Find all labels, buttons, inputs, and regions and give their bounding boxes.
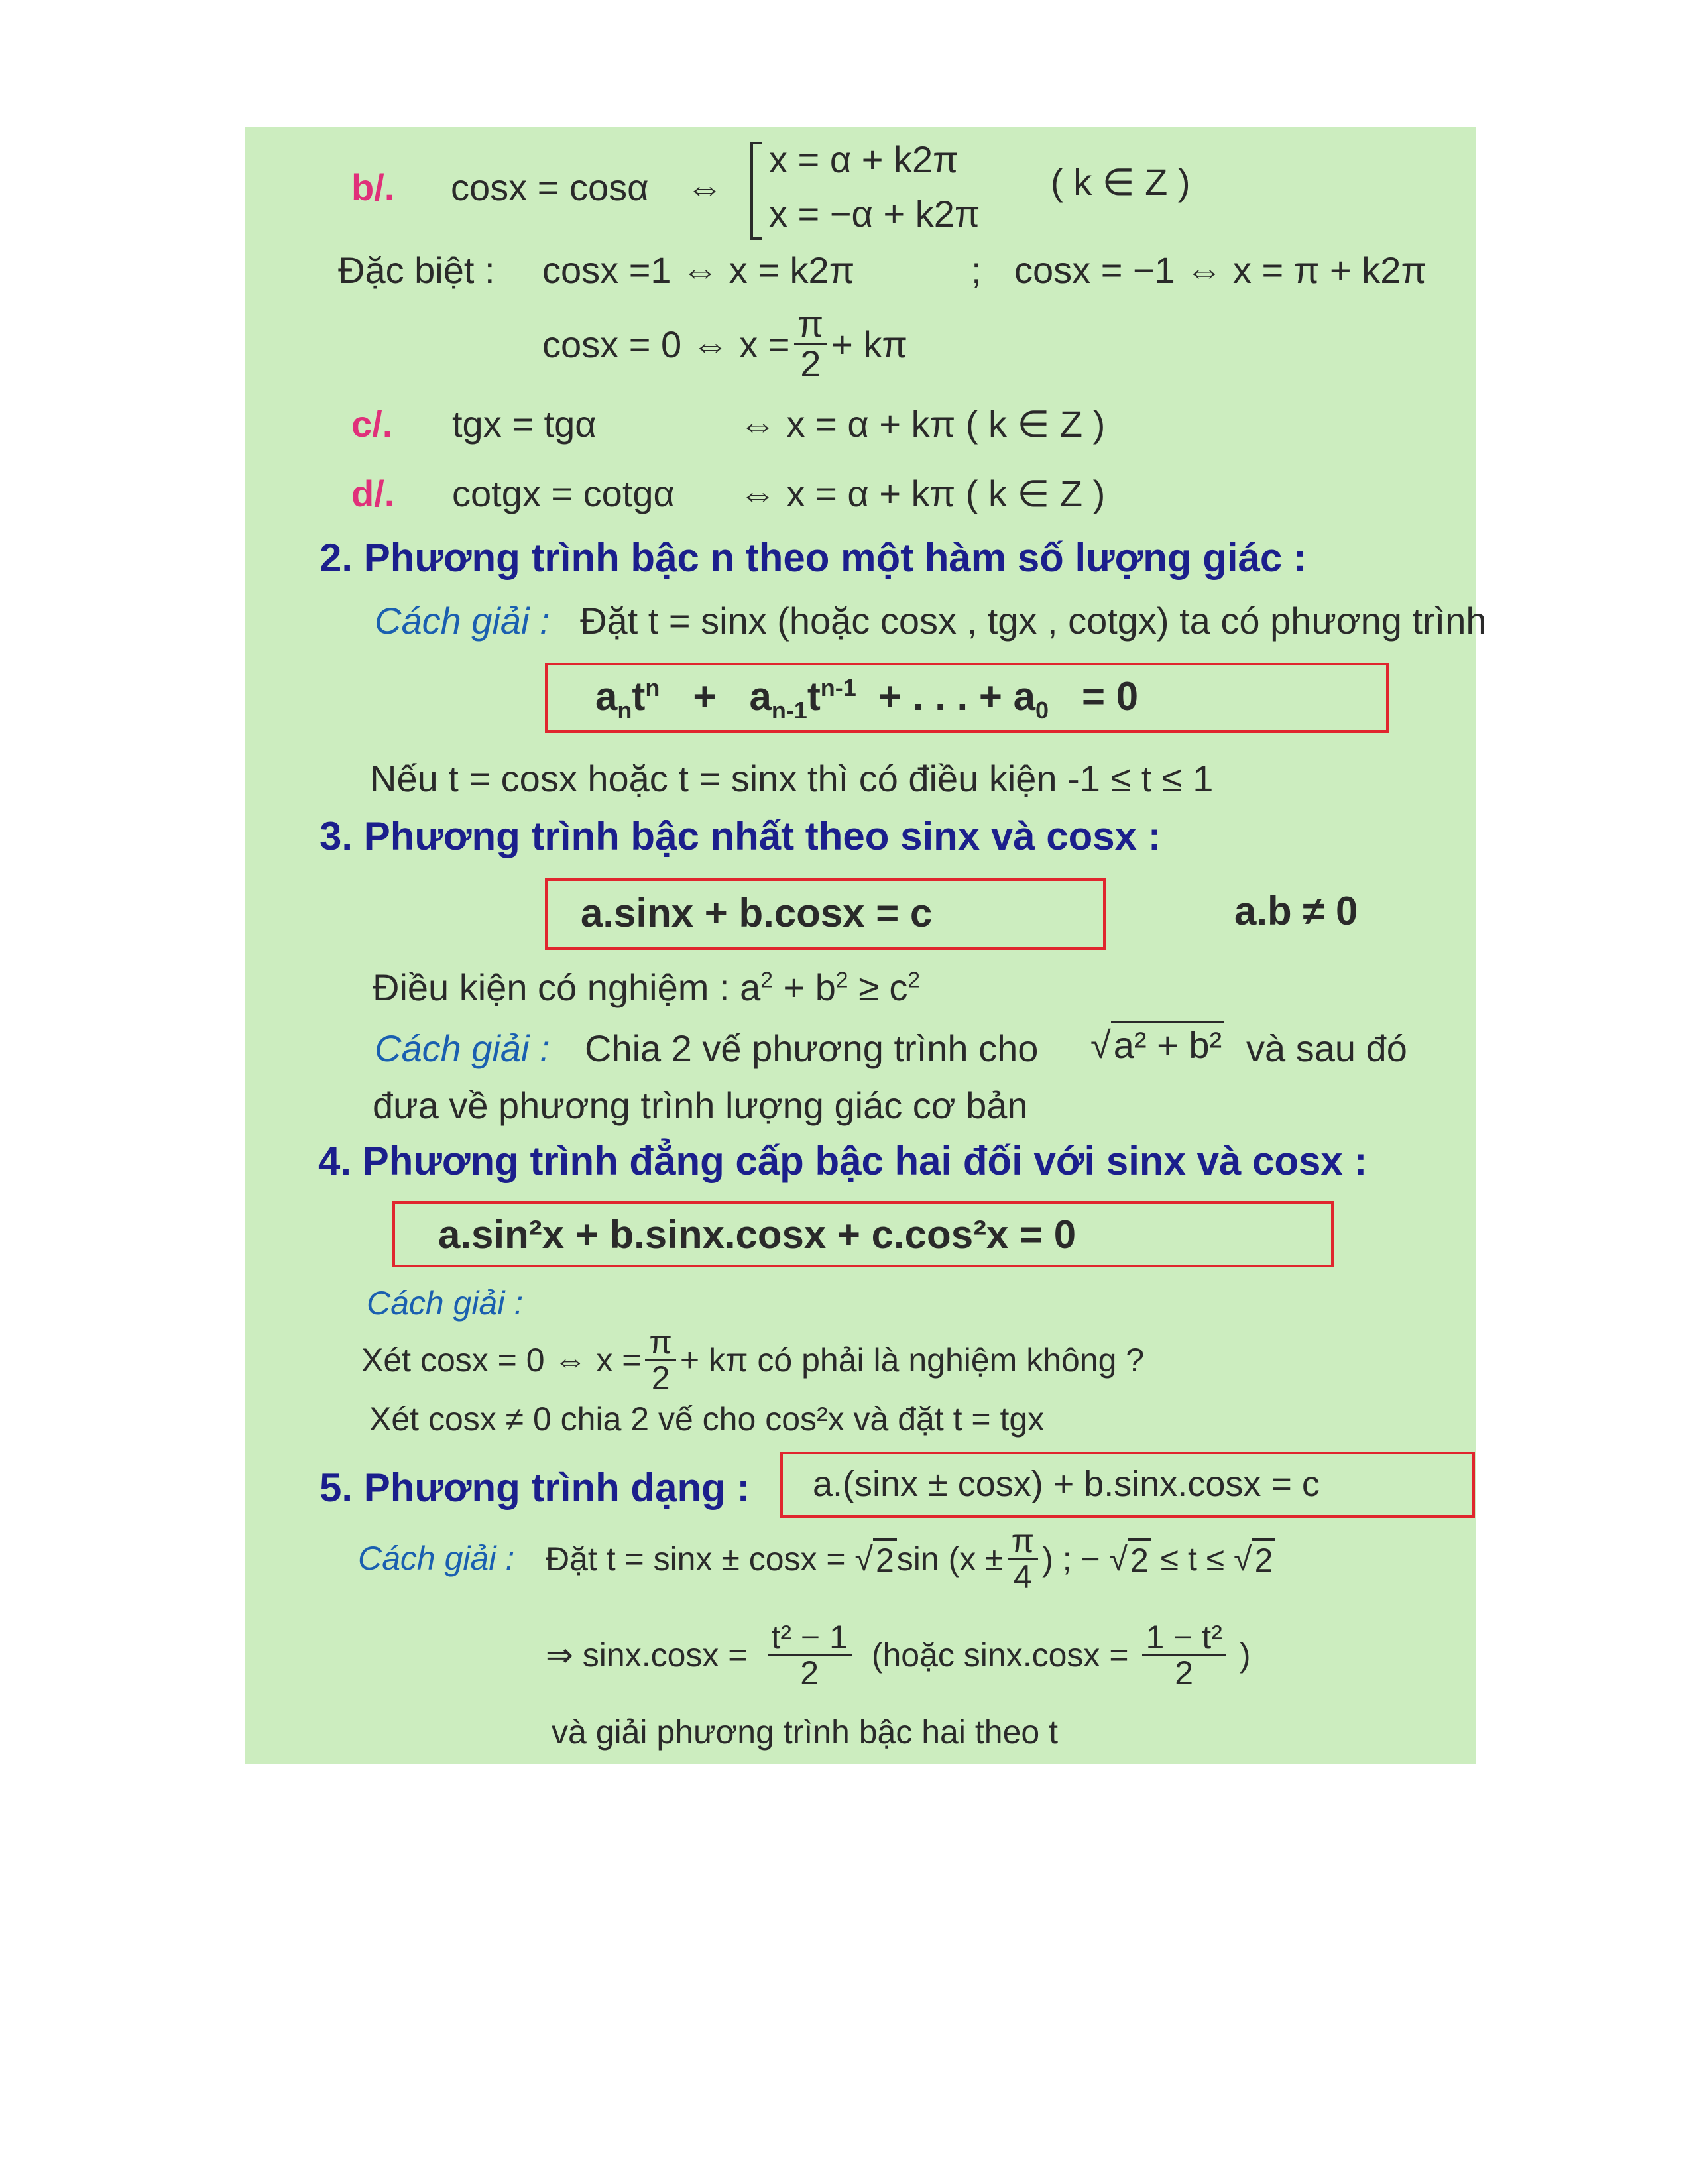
special-eq-3-right: + kπ bbox=[831, 323, 908, 365]
sec3-formula: a.sinx + b.cosx = c bbox=[581, 891, 933, 935]
sqrt-2: 2 bbox=[873, 1538, 897, 1580]
special-eq-1: cosx =1 ⇔ x = k2π bbox=[542, 249, 855, 291]
plus: + bbox=[693, 674, 717, 718]
sqrt-2c: 2 bbox=[1252, 1538, 1276, 1580]
frac-numerator: π bbox=[1008, 1524, 1039, 1560]
dk-c: ≥ c bbox=[848, 966, 908, 1008]
exp-n1: n-1 bbox=[820, 674, 856, 701]
frac-denominator: 2 bbox=[800, 343, 821, 384]
section-5-title: 5. Phương trình dạng : bbox=[320, 1466, 750, 1510]
solution-2: x = −α + k2π bbox=[769, 193, 980, 235]
frac-1-minus-t2 bbox=[1142, 1621, 1226, 1690]
k-in-z: ( k ∈ Z ) bbox=[1051, 161, 1191, 203]
item-label-d: d/. bbox=[351, 473, 395, 514]
iff-symbol: ⇔ bbox=[686, 166, 723, 208]
eq-tg: tgx = tgα bbox=[452, 403, 597, 445]
frac-numerator: π bbox=[645, 1326, 676, 1361]
formula-sheet bbox=[245, 127, 1487, 1764]
frac-denominator: 2 bbox=[800, 1654, 819, 1692]
frac-denominator: 2 bbox=[1175, 1654, 1194, 1692]
var-t: t bbox=[632, 674, 646, 718]
sec5-l1-right: ) ; − bbox=[1042, 1540, 1100, 1578]
item-label-c: c/. bbox=[351, 403, 393, 445]
sec5-l1-mid: sin (x ± bbox=[896, 1540, 1004, 1578]
special-separator: ; bbox=[971, 249, 982, 291]
frac-t2-minus-1 bbox=[768, 1621, 852, 1690]
special-eq-3 bbox=[542, 301, 907, 387]
sec3-solvable-condition: Điều kiện có nghiệm : $a^2 + b^2 \ge c^2$ bbox=[373, 966, 921, 1008]
sec5-method-label: Cách giải : bbox=[358, 1540, 515, 1577]
eq-cotg: cotgx = cotgα bbox=[452, 473, 675, 514]
sec5-l2-left: ⇒ sinx.cosx = bbox=[546, 1637, 748, 1674]
sec4-line-2: Xét cosx ≠ 0 chia 2 vế cho cos²x và đặt t = tgx bbox=[369, 1401, 1045, 1438]
sec5-l2-right: ) bbox=[1239, 1637, 1251, 1674]
section-3-title: 3. Phương trình bậc nhất theo sinx và cosx : bbox=[320, 814, 1161, 858]
sec4-method-label: Cách giải : bbox=[367, 1285, 524, 1322]
solution-1: x = α + k2π bbox=[769, 139, 959, 180]
equals-zero: = 0 bbox=[1082, 674, 1139, 718]
sqrt-2b: 2 bbox=[1128, 1538, 1151, 1580]
sec2-method-label: Cách giải : bbox=[375, 600, 550, 642]
frac-numerator: π bbox=[794, 306, 828, 345]
special-label: Đặc biệt : bbox=[338, 249, 495, 291]
sec5-l1-left: Đặt t = sinx ± cosx = bbox=[546, 1540, 846, 1578]
frac-denominator: 4 bbox=[1013, 1558, 1032, 1595]
sec4-line-1 bbox=[361, 1320, 1144, 1400]
frac-denominator: 2 bbox=[651, 1359, 670, 1397]
section-2-title: 2. Phương trình bậc n theo một hàm số lượng giác : bbox=[320, 536, 1307, 580]
sec3-sqrt: √a² + b² bbox=[1090, 1021, 1224, 1066]
sec5-l1-end: ≤ t ≤ bbox=[1160, 1540, 1225, 1578]
sec5-formula: a.(sinx ± cosx) + b.sinx.cosx = c bbox=[813, 1464, 1320, 1504]
sub-n1: n-1 bbox=[771, 697, 807, 724]
sec3-method-label: Cách giải : bbox=[375, 1027, 550, 1069]
sub-0: 0 bbox=[1035, 697, 1049, 724]
sec5-formula-box bbox=[780, 1452, 1475, 1518]
dk-text: Điều kiện có nghiệm : a bbox=[373, 966, 761, 1008]
section-4-title: 4. Phương trình đẳng cấp bậc hai đối với sinx và cosx : bbox=[318, 1139, 1368, 1183]
dk-b: + b bbox=[772, 966, 836, 1008]
eq-cos: cosx = cosα bbox=[451, 166, 649, 208]
exp-n: n bbox=[645, 674, 660, 701]
sec2-method-text: Đặt t = sinx (hoặc cosx , tgx , cotgx) ta có phương trình bbox=[580, 600, 1487, 642]
sec3-method-line2: đưa về phương trình lượng giác cơ bản bbox=[373, 1084, 1028, 1126]
item-label-b: b/. bbox=[351, 166, 395, 208]
sec2-formula-box bbox=[545, 663, 1389, 733]
sec5-line-1: Đặt t = sinx ± cosx = √ 2 sin (x ± $\frac{\pi}{4}$ ) ; − √ 2 ≤ t ≤ √ 2 bbox=[546, 1523, 1275, 1595]
sec5-line-2 bbox=[546, 1612, 1251, 1698]
sec3-formula-box bbox=[545, 878, 1106, 950]
pi-over-2-fraction bbox=[645, 1326, 676, 1395]
sec3-method-text: Chia 2 vế phương trình cho bbox=[585, 1027, 1039, 1069]
frac-numerator: 1 − t² bbox=[1142, 1621, 1226, 1656]
sol-tg: ⇔ x = α + kπ ( k ∈ Z ) bbox=[739, 403, 1106, 445]
sec4-l1-left: Xét cosx = 0 ⇔ x = bbox=[361, 1342, 642, 1379]
sqrt-radicand: a² + b² bbox=[1111, 1021, 1224, 1066]
pi-over-4-fraction bbox=[1008, 1524, 1039, 1593]
sec3-condition: a.b ≠ 0 bbox=[1234, 889, 1358, 933]
special-eq-3-left: cosx = 0 ⇔ x = bbox=[542, 323, 790, 365]
coef-a: a bbox=[595, 674, 618, 718]
sec5-line-3: và giải phương trình bậc hai theo t bbox=[552, 1713, 1058, 1751]
coef-a2: a bbox=[749, 674, 772, 718]
sec2-condition: Nếu t = cosx hoặc t = sinx thì có điều kiện -1 ≤ t ≤ 1 bbox=[370, 758, 1214, 799]
sec4-formula-box bbox=[392, 1201, 1334, 1267]
pi-over-2-fraction bbox=[794, 303, 828, 384]
sec4-l1-right: + kπ có phải là nghiệm không ? bbox=[679, 1342, 1145, 1379]
frac-numerator: t² − 1 bbox=[768, 1621, 852, 1656]
sec5-l2-mid: (hoặc sinx.cosx = bbox=[871, 1637, 1129, 1674]
sec4-formula: a.sin²x + b.sinx.cosx + c.cos²x = 0 bbox=[438, 1212, 1077, 1257]
sec3-method-tail: và sau đó bbox=[1246, 1027, 1407, 1069]
rest: + . . . + a bbox=[878, 674, 1035, 718]
sub-n: n bbox=[617, 697, 632, 724]
solution-bracket bbox=[750, 142, 762, 240]
sol-cotg: ⇔ x = α + kπ ( k ∈ Z ) bbox=[739, 473, 1106, 514]
var-t2: t bbox=[807, 674, 821, 718]
special-eq-2: cosx = −1 ⇔ x = π + k2π bbox=[1014, 249, 1427, 291]
sec2-formula bbox=[595, 673, 1138, 724]
